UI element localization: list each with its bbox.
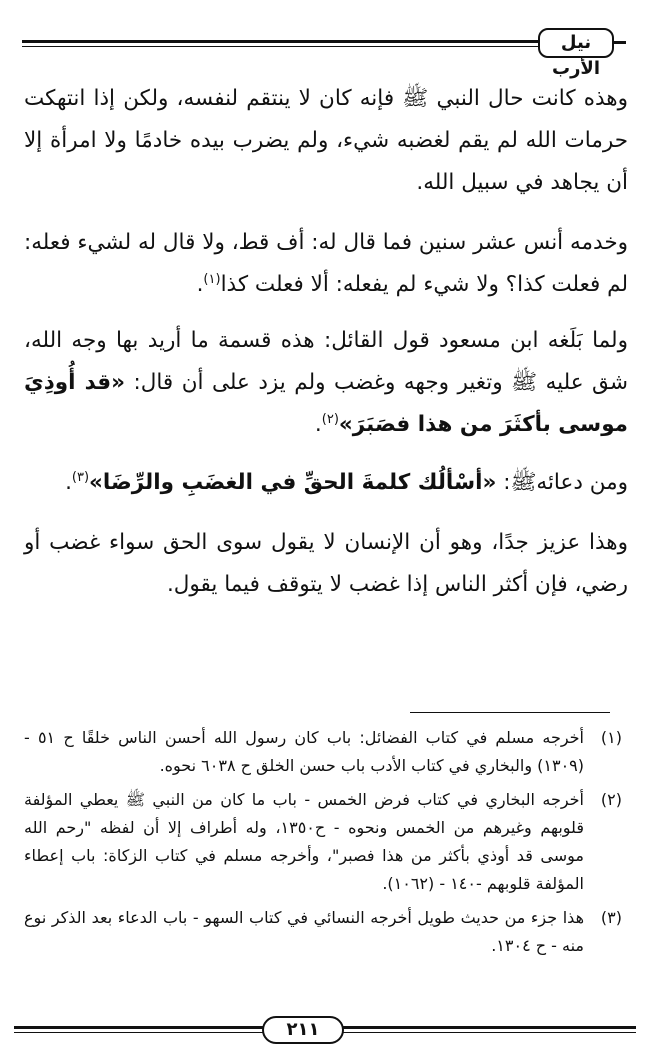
- paragraph-1: وهذه كانت حال النبي ﷺ فإنه كان لا ينتقم لنفسه، ولكن إذا انتهكت حرمات الله لم يقم لغضبه شيء، ولم يضرب بيده خادمًا ولا امرأة إلا أن يجاهد في سبيل الله.: [24, 86, 628, 195]
- page-number: ٢١١: [262, 1016, 344, 1044]
- footnote-text: أخرجه البخاري في كتاب فرض الخمس - باب ما كان من النبي ﷺ يعطي المؤلفة قلوبهم وغيرهم من الخمس ونحوه - ح١٣٥٠، وله أطراف إلا أن لفظه "رحم الله موسى قد أوذي بأكثر من هذا فصبر"، وأخرجه مسلم في كتاب الزكاة: باب إعطاء المؤلفة قلوبهم -١٤٠ - (١٠٦٢).: [24, 790, 585, 893]
- footnote-ref-2: (٢): [321, 411, 339, 427]
- footnotes: [24, 724, 622, 966]
- page-body: [24, 78, 628, 620]
- hadith-quote-1: «قد أُوذِيَ موسى بأكثَرَ من هذا فصَبَرَ»: [24, 370, 628, 437]
- footnote-text: هذا جزء من حديث طويل أخرجه النسائي في كتاب السهو - باب الدعاء بعد الذكر نوع منه - ح ١٣٠٤.: [24, 908, 584, 955]
- footnote-3: [24, 904, 622, 960]
- footnote-separator: [410, 712, 610, 713]
- header-rule-tail: [614, 41, 626, 44]
- paragraph-5: وهذا عزيز جدًا، وهو أن الإنسان لا يقول سوى الحق سواء غضب أو رضي، فإن أكثر الناس إذا غضب لا يتوقف فيما يقول.: [24, 530, 628, 597]
- footnote-ref-1: (١): [203, 271, 221, 287]
- paragraph-2: وخدمه أنس عشر سنين فما قال له: أف قط، ولا قال له لشيء فعله: لم فعلت كذا؟ ولا شيء لم يفعله: ألا فعلت كذا$^{(١)}$.: [24, 230, 628, 297]
- footnote-1: [24, 724, 622, 780]
- footnote-text: أخرجه مسلم في كتاب الفضائل: باب كان رسول الله أحسن الناس خلقًا ح ٥١ - (١٣٠٩) والبخاري في كتاب الأدب باب حسن الخلق ح ٦٠٣٨ نحوه.: [24, 728, 584, 775]
- header-rule-thin: [22, 46, 540, 47]
- header-rule: [22, 40, 540, 43]
- paragraph-2-text: وخدمه أنس عشر سنين فما قال له: أف قط، ولا قال له لشيء فعله: لم فعلت كذا؟ ولا شيء لم يفعله: ألا فعلت كذا: [24, 230, 628, 297]
- footnote-number: (١): [600, 728, 622, 747]
- paragraph-4: ومن دعائهﷺ: «أسْألُك كلمةَ الحقِّ في الغضَبِ والرِّضَا»$^{(٣)}$.: [65, 469, 628, 495]
- footnote-ref-3: (٣): [71, 469, 90, 485]
- footnote-number: (٢): [600, 790, 622, 809]
- footnote-number: (٣): [600, 908, 622, 927]
- paragraph-4-text: ومن دعائهﷺ:: [496, 470, 628, 495]
- paragraph-3-text: ولما بَلَغه ابن مسعود قول القائل: هذه قسمة ما أريد بها وجه الله، شق عليه ﷺ وتغير وجهه وغضب ولم يزد على أن قال:: [24, 328, 628, 395]
- paragraph-3: ولما بَلَغه ابن مسعود قول القائل: هذه قسمة ما أريد بها وجه الله، شق عليه ﷺ وتغير وجهه وغضب ولم يزد على أن قال: «قد أُوذِيَ موسى بأكثَرَ من هذا فصَبَرَ»$^{(٢)}$.: [24, 328, 628, 437]
- footnote-2: [24, 786, 622, 898]
- running-title: نيل الأرب: [538, 28, 614, 58]
- hadith-quote-2: «أسْألُك كلمةَ الحقِّ في الغضَبِ والرِّضَا»: [89, 470, 497, 495]
